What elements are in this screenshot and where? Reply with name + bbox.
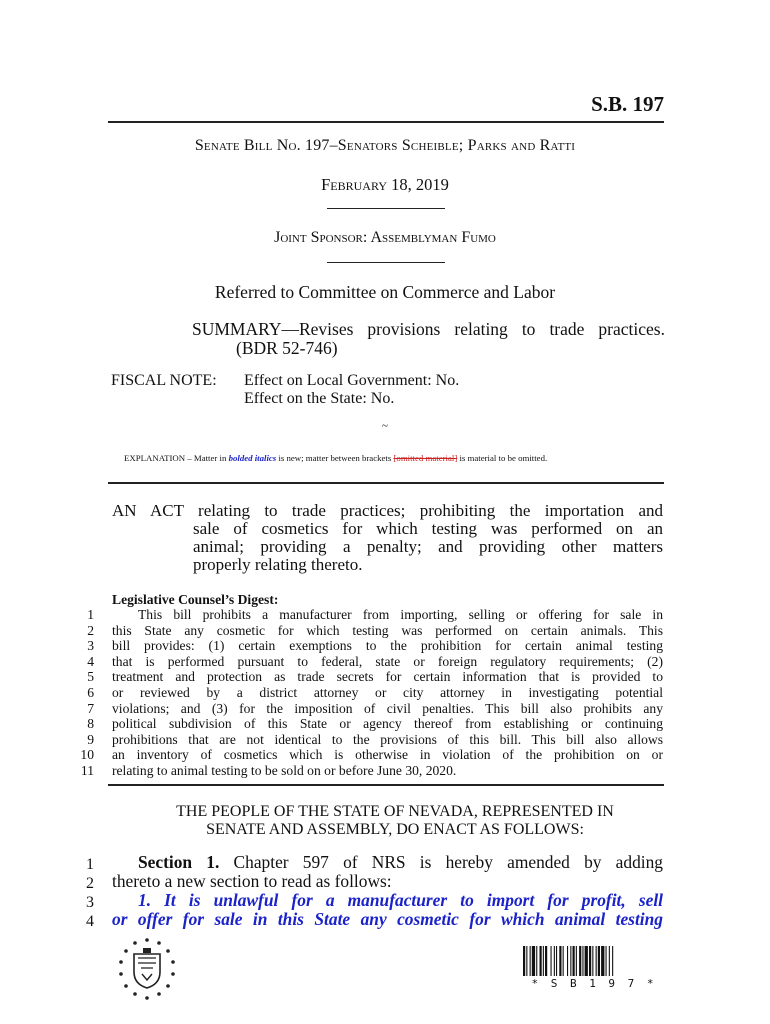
tilde-separator: ~: [382, 420, 388, 432]
body-line-number: 3: [86, 894, 94, 911]
digest-line: violations; and (3) for the imposition of civil penalties. This bill also prohibits any: [112, 700, 663, 716]
barcode-bar: [551, 946, 552, 976]
barcode-bar: [592, 946, 593, 976]
barcode-bar: [582, 946, 583, 976]
barcode-bar: [606, 946, 607, 976]
barcode-bar: [540, 946, 542, 976]
fiscal-note-label: FISCAL NOTE:: [111, 372, 217, 389]
digest-line: political subdivision of this State or agency thereof from establishing or continuing: [112, 716, 663, 732]
section-heading: Section 1.: [138, 852, 220, 872]
digest-line: This bill prohibits a manufacturer from importing, selling or offering for sale in: [138, 607, 663, 622]
act-line-1: AN ACT relating to trade practices; prohibiting the importation and: [112, 501, 663, 520]
section-1-text: Chapter 597 of NRS is hereby amended by adding: [233, 852, 663, 872]
act-line-4: properly relating thereto.: [193, 555, 363, 574]
digest-line-number: 1: [87, 607, 94, 622]
barcode-bar: [543, 946, 544, 976]
digest-line-number: 3: [87, 638, 94, 654]
barcode-bar: [579, 946, 581, 976]
body-line-new-text: 1. It is unlawful for a manufacturer to import for profit, sell: [138, 890, 663, 910]
digest-line-number: 8: [87, 716, 94, 732]
digest-line: prohibitions that are not identical to the provisions of this bill. This bill also allows: [112, 731, 663, 747]
digest-line-number: 6: [87, 685, 94, 700]
barcode-bar: [530, 946, 531, 976]
barcode-bar: [601, 946, 604, 976]
barcode-bar: [612, 946, 613, 976]
barcode-bar: [554, 946, 555, 976]
digest-line: treatment and protection as trade secrets for certain information that is provided to: [112, 669, 663, 685]
referred-to-committee: Referred to Committee on Commerce and Labor: [214, 282, 556, 302]
digest-line-number: 2: [87, 622, 94, 638]
header-rule: [108, 121, 664, 123]
digest-line-number: 9: [87, 731, 94, 747]
enacting-clause-1: THE PEOPLE OF THE STATE OF NEVADA, REPRESENTED IN: [176, 803, 614, 820]
digest-line-number: 11: [80, 763, 94, 778]
digest-line: this State any cosmetic for which testing was performed on certain animals. This: [112, 622, 663, 638]
bill-date: February 18, 2019: [321, 175, 449, 194]
barcode: [523, 946, 665, 976]
enacting-clause-2: SENATE AND ASSEMBLY, DO ENACT AS FOLLOWS:: [206, 821, 584, 838]
body-line-number: 2: [86, 875, 94, 892]
digest-line: relating to animal testing to be sold on or before June 30, 2020.: [112, 763, 457, 778]
divider-2: [327, 262, 445, 263]
explanation-suffix: is material to be omitted.: [459, 453, 548, 463]
barcode-bar: [523, 946, 525, 976]
nevada-seal-icon: [112, 936, 182, 1002]
barcode-bar: [573, 946, 575, 976]
act-line-2: sale of cosmetics for which testing was performed on an: [193, 519, 663, 538]
digest-line: bill provides: (1) certain exemptions to the prohibition for certain animal testing: [112, 638, 663, 654]
body-line: thereto a new section to read as follows:: [112, 871, 392, 891]
barcode-bar: [585, 946, 588, 976]
body-line-number: 1: [86, 856, 94, 873]
digest-rule: [108, 784, 664, 786]
digest-line-number: 10: [80, 747, 94, 763]
barcode-bar: [536, 946, 537, 976]
digest-line-number: 5: [87, 669, 94, 685]
senate-bill-line: Senate Bill No. 197–Senators Scheible; Parks and Ratti: [194, 137, 576, 154]
divider-1: [327, 208, 445, 209]
explanation-prefix: EXPLANATION – Matter in: [124, 453, 227, 463]
joint-sponsor: Joint Sponsor: Assemblyman Fumo: [274, 229, 496, 246]
barcode-bar: [563, 946, 564, 976]
barcode-bar: [526, 946, 527, 976]
barcode-bar: [567, 946, 568, 976]
explanation-rule: [108, 482, 664, 484]
barcode-bar: [556, 946, 557, 976]
barcode-bar: [532, 946, 535, 976]
explanation-omitted: [omitted material]: [393, 453, 458, 463]
fiscal-note-local: Effect on Local Government: No.: [244, 372, 460, 389]
digest-line-number: 7: [87, 700, 94, 716]
act-line-3: animal; providing a penalty; and providing other matters: [193, 537, 663, 556]
barcode-bar: [598, 946, 600, 976]
barcode-bar: [545, 946, 547, 976]
body-line-new-text: or offer for sale in this State any cosmetic for which animal testing: [112, 909, 663, 929]
digest-line: an inventory of cosmetics which is otherwise in violation of the prohibition on or: [112, 747, 663, 763]
digest-line-number: 4: [87, 653, 94, 669]
barcode-bars: [523, 946, 665, 976]
explanation-bolded: bolded italics: [228, 453, 277, 463]
barcode-bar: [589, 946, 591, 976]
explanation-note: [124, 453, 547, 463]
digest-line: that is performed pursuant to federal, state or foreign regulatory requirements; (2): [112, 653, 663, 669]
summary-text: SUMMARY—Revises provisions relating to trade practices.: [192, 319, 665, 339]
explanation-middle: is new; matter between brackets: [278, 453, 392, 463]
barcode-bar: [576, 946, 577, 976]
body-line-number: 4: [86, 913, 94, 930]
barcode-bar: [609, 946, 610, 976]
section-1-line: [138, 853, 663, 872]
barcode-bar: [559, 946, 561, 976]
digest-heading: Legislative Counsel’s Digest:: [112, 592, 279, 607]
digest-line: or reviewed by a district attorney or city attorney in investigating potential: [112, 685, 663, 700]
barcode-bar: [596, 946, 597, 976]
barcode-text: * S B 1 9 7 *: [531, 977, 657, 990]
bill-number: S.B. 197: [591, 92, 664, 116]
barcode-bar: [570, 946, 571, 976]
fiscal-note-state: Effect on the State: No.: [244, 390, 395, 407]
summary-bdr: (BDR 52-746): [236, 338, 338, 358]
